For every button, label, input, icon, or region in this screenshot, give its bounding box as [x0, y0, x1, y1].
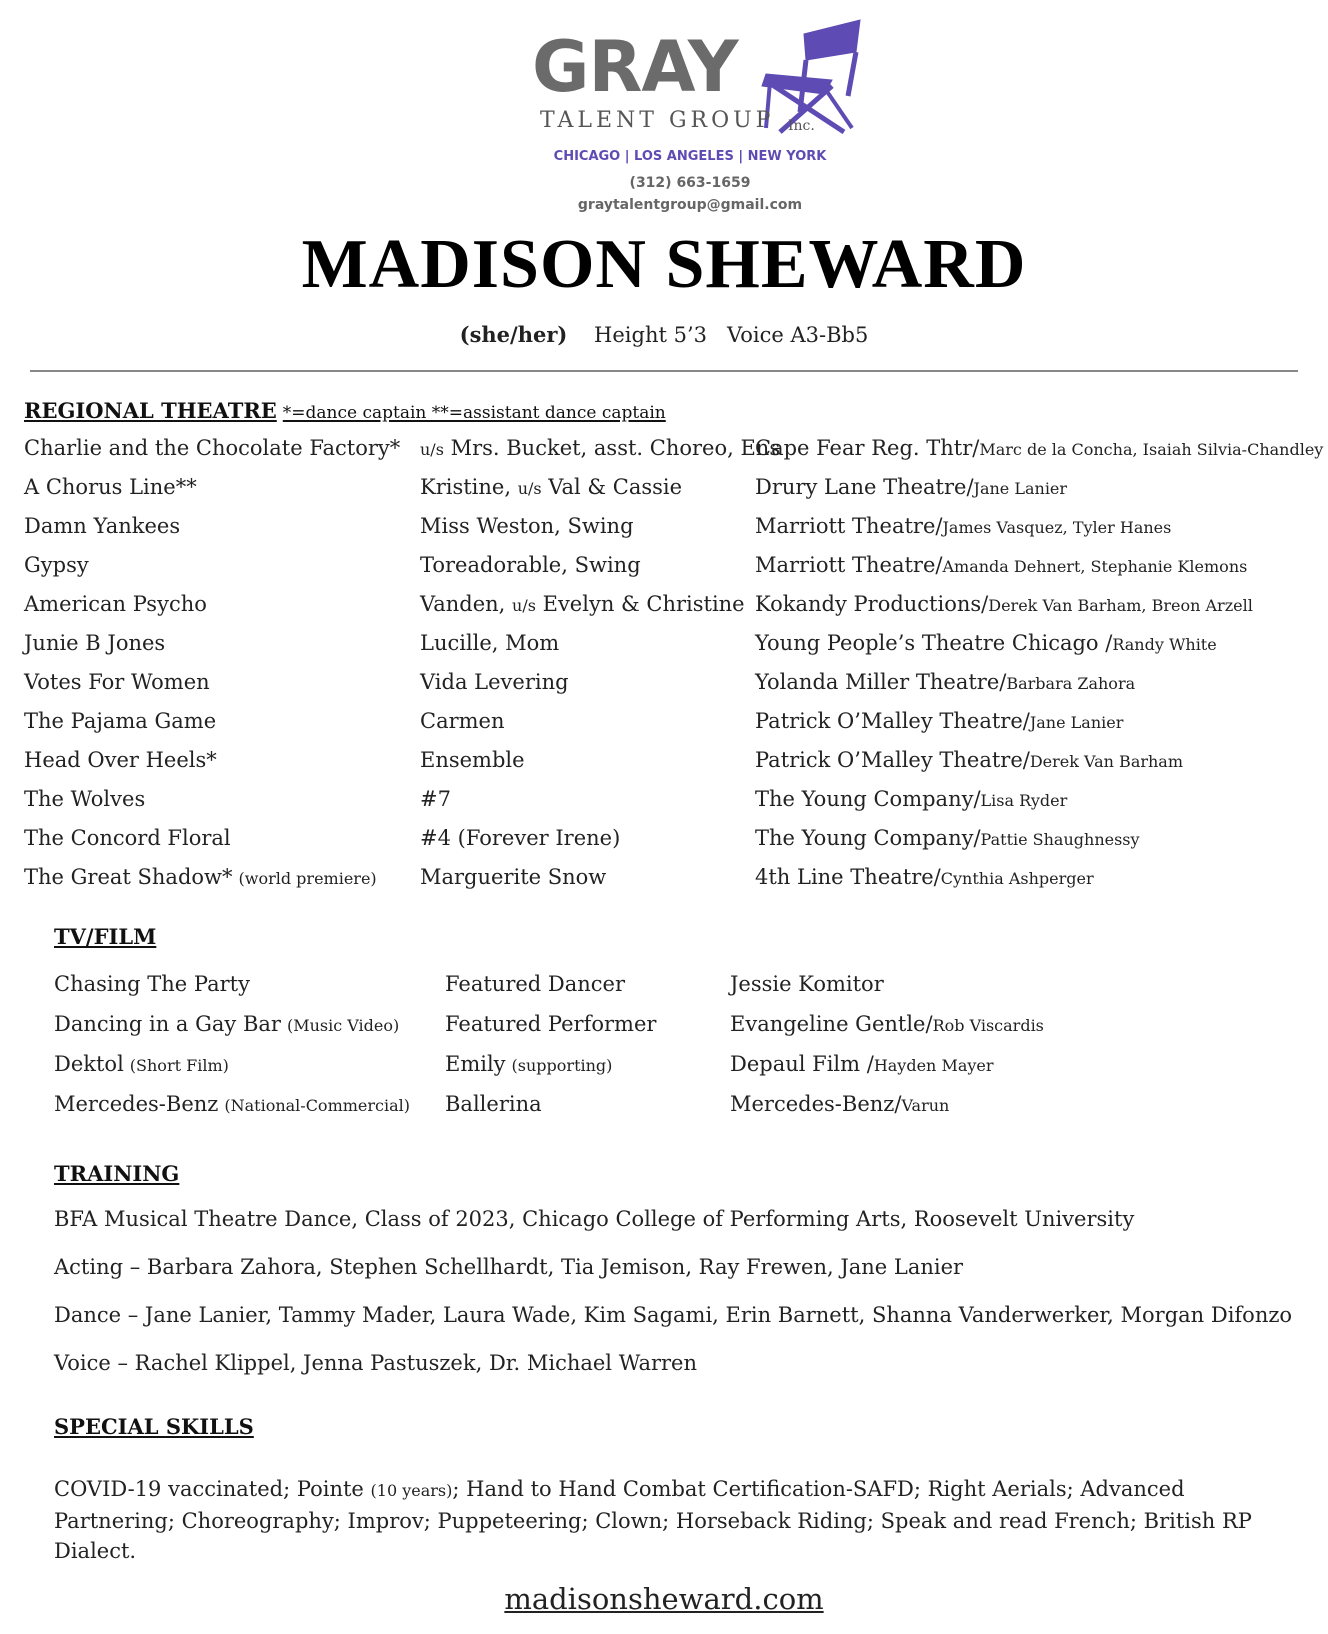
skills-pre: COVID-19 vaccinated; Pointe	[54, 1477, 371, 1501]
performer-name: MADISON SHEWARD	[301, 226, 1027, 303]
skills-note: (10 years)	[370, 1481, 453, 1500]
credit-role	[420, 748, 525, 772]
credit-show	[24, 787, 151, 811]
role-name: Toreadorable, Swing	[420, 553, 641, 577]
role-name: Miss Weston, Swing	[420, 514, 634, 538]
credit-venue	[755, 865, 1094, 889]
credit-row	[0, 787, 1328, 819]
credit-venue	[755, 592, 1253, 616]
credit-role	[420, 826, 620, 850]
credit-venue	[755, 631, 1217, 655]
credit-show	[24, 436, 406, 460]
film-role: Ballerina	[445, 1092, 542, 1116]
regional-note: *=dance captain **=assistant dance captain	[282, 403, 666, 423]
training-line: BFA Musical Theatre Dance, Class of 2023, Chicago College of Performing Arts, Roosevelt University	[54, 1207, 1135, 1231]
regional-heading-text: REGIONAL THEATRE	[24, 398, 277, 423]
credit-role	[420, 709, 505, 733]
director: Derek Van Barham, Breon Arzell	[988, 596, 1253, 615]
credit-role	[420, 592, 745, 616]
director: James Vasquez, Tyler Hanes	[942, 518, 1172, 537]
directors-chair-icon	[760, 16, 864, 134]
credit-show	[24, 748, 223, 772]
show-title: Junie B Jones	[24, 631, 166, 655]
training-line: Dance – Jane Lanier, Tammy Mader, Laura Wade, Kim Sagami, Erin Barnett, Shanna Vanderwerker, Morgan Difonzo	[54, 1303, 1293, 1327]
show-title: American Psycho	[24, 592, 207, 616]
agency-suffix: Inc.	[788, 118, 815, 134]
film-heading: TV/FILM	[54, 924, 157, 949]
show-title: Damn Yankees	[24, 514, 181, 538]
role-name: Evelyn & Christine	[535, 592, 745, 616]
film-row	[0, 1012, 1328, 1044]
credit-row	[0, 865, 1328, 897]
credit-role	[420, 436, 780, 460]
credit-show	[24, 709, 222, 733]
show-title: Charlie and the Chocolate Factory*	[24, 436, 401, 460]
credit-venue	[755, 553, 1247, 577]
credit-row	[0, 553, 1328, 585]
film-role-cell	[445, 1092, 548, 1116]
film-role-cell	[445, 972, 631, 996]
credit-venue	[755, 436, 1323, 460]
venue: 4th Line Theatre/	[755, 865, 941, 889]
venue: Yolanda Miller Theatre/	[755, 670, 1007, 694]
film-venue: Evangeline Gentle/	[730, 1012, 933, 1036]
credit-row	[0, 514, 1328, 546]
credit-venue	[755, 748, 1183, 772]
film-title: Mercedes-Benz	[54, 1092, 219, 1116]
show-title: A Chorus Line**	[24, 475, 197, 499]
height: Height 5’3	[594, 323, 707, 347]
film-title: Chasing The Party	[54, 972, 250, 996]
director: Derek Van Barham	[1029, 752, 1184, 771]
credit-row	[0, 436, 1328, 468]
agency-phone: (312) 663-1659	[629, 175, 751, 191]
credit-show	[24, 592, 213, 616]
credit-row	[0, 631, 1328, 663]
role-name: #7	[420, 787, 451, 811]
film-role-cell	[445, 1012, 662, 1036]
show-title: The Great Shadow*	[24, 865, 233, 889]
divider	[30, 370, 1298, 372]
credit-venue	[755, 709, 1123, 733]
credit-role	[420, 475, 682, 499]
role-prefix: Vanden,	[420, 592, 513, 616]
venue: Cape Fear Reg. Thtr/	[755, 436, 980, 460]
skills-post: ; Hand to Hand Combat Certification-SAFD; Right Aerials; Advanced Partnering; Choreography; Improv; Puppeteering; Clown; Horseback Riding; Speak and read French; British RP Dialect.	[54, 1477, 1252, 1563]
venue: Patrick O’Malley Theatre/	[755, 748, 1030, 772]
role-note: u/s	[517, 479, 542, 498]
agency-name-small: TALENT GROUP	[540, 108, 775, 133]
film-note: (Music Video)	[286, 1016, 400, 1035]
director: Randy White	[1112, 635, 1217, 654]
film-note: (Short Film)	[129, 1056, 229, 1075]
credit-role	[420, 865, 606, 889]
credit-venue	[755, 475, 1067, 499]
credit-role	[420, 787, 451, 811]
film-venue-cell	[730, 972, 884, 996]
credit-show	[24, 514, 186, 538]
role-note: u/s	[420, 440, 444, 459]
credit-venue	[755, 826, 1140, 850]
role-name: Ensemble	[420, 748, 525, 772]
show-title: Votes For Women	[24, 670, 210, 694]
website-link[interactable]: madisonsheward.com	[504, 1582, 824, 1616]
credit-row	[0, 475, 1328, 507]
credit-venue	[755, 787, 1067, 811]
credit-show	[24, 553, 95, 577]
show-title: The Wolves	[24, 787, 146, 811]
training-heading: TRAINING	[54, 1161, 180, 1186]
role-name: Carmen	[420, 709, 505, 733]
regional-heading	[24, 398, 666, 423]
venue: Marriott Theatre/	[755, 514, 943, 538]
film-venue: Mercedes-Benz/	[730, 1092, 902, 1116]
credit-row	[0, 670, 1328, 702]
film-title-cell	[54, 1092, 410, 1116]
film-role-note: (supporting)	[511, 1056, 613, 1075]
film-role: Emily	[445, 1052, 506, 1076]
credit-row	[0, 748, 1328, 780]
show-title: Head Over Heels*	[24, 748, 217, 772]
director: Amanda Dehnert, Stephanie Klemons	[942, 557, 1248, 576]
training-line: Voice – Rachel Klippel, Jenna Pastuszek, Dr. Michael Warren	[54, 1351, 698, 1375]
performer-info	[0, 322, 1328, 347]
venue: Marriott Theatre/	[755, 553, 943, 577]
pronouns: (she/her)	[459, 322, 568, 347]
film-director: Rob Viscardis	[932, 1016, 1044, 1035]
show-title: The Pajama Game	[24, 709, 217, 733]
credit-venue	[755, 514, 1171, 538]
film-role: Featured Performer	[445, 1012, 657, 1036]
credit-role	[420, 514, 634, 538]
voice-range: Voice A3-Bb5	[727, 323, 869, 347]
venue: The Young Company/	[755, 787, 981, 811]
credit-role	[420, 631, 559, 655]
skills-heading: SPECIAL SKILLS	[54, 1414, 254, 1439]
credit-show	[24, 475, 203, 499]
film-role: Featured Dancer	[445, 972, 626, 996]
director: Pattie Shaughnessy	[980, 830, 1140, 849]
film-title-cell	[54, 1012, 399, 1036]
director: Cynthia Ashperger	[940, 869, 1094, 888]
film-role-cell	[445, 1052, 612, 1076]
film-director: Varun	[901, 1096, 950, 1115]
role-name: Vida Levering	[420, 670, 569, 694]
film-title: Dektol	[54, 1052, 124, 1076]
credit-show	[24, 631, 171, 655]
film-title: Dancing in a Gay Bar	[54, 1012, 281, 1036]
role-name: Mrs. Bucket, asst. Choreo, Ens	[443, 436, 781, 460]
film-row	[0, 1052, 1328, 1084]
agency-email: graytalentgroup@gmail.com	[577, 197, 803, 213]
role-name: Val & Cassie	[541, 475, 683, 499]
venue: The Young Company/	[755, 826, 981, 850]
credit-venue	[755, 670, 1135, 694]
agency-cities: CHICAGO | LOS ANGELES | NEW YORK	[553, 149, 827, 164]
venue: Young People’s Theatre Chicago /	[755, 631, 1113, 655]
show-title: Gypsy	[24, 553, 89, 577]
training-line: Acting – Barbara Zahora, Stephen Schellhardt, Tia Jemison, Ray Frewen, Jane Lanier	[54, 1255, 964, 1279]
director: Jane Lanier	[973, 479, 1068, 498]
venue: Drury Lane Theatre/	[755, 475, 974, 499]
director: Barbara Zahora	[1006, 674, 1136, 693]
film-venue-cell	[730, 1052, 994, 1076]
film-venue-cell	[730, 1012, 1044, 1036]
film-venue: Jessie Komitor	[730, 972, 884, 996]
credit-row	[0, 826, 1328, 858]
credit-show	[24, 670, 216, 694]
film-title-cell	[54, 1052, 229, 1076]
venue: Kokandy Productions/	[755, 592, 989, 616]
skills-text	[54, 1474, 1294, 1566]
director: Jane Lanier	[1029, 713, 1124, 732]
show-note: (world premiere)	[238, 869, 377, 888]
film-row	[0, 1092, 1328, 1124]
role-name: #4 (Forever Irene)	[420, 826, 621, 850]
film-director: Hayden Mayer	[873, 1056, 994, 1075]
venue: Patrick O’Malley Theatre/	[755, 709, 1030, 733]
credit-row	[0, 592, 1328, 624]
show-title: The Concord Floral	[24, 826, 231, 850]
credit-show	[24, 826, 237, 850]
film-venue-cell	[730, 1092, 949, 1116]
credit-show	[24, 865, 377, 889]
film-note: (National-Commercial)	[224, 1096, 410, 1115]
role-prefix: Kristine,	[420, 475, 518, 499]
director: Marc de la Concha, Isaiah Silvia-Chandley	[979, 440, 1324, 459]
credit-role	[420, 670, 569, 694]
film-row	[0, 972, 1328, 1004]
film-venue: Depaul Film /	[730, 1052, 874, 1076]
agency-logo	[520, 10, 860, 220]
film-title-cell	[54, 972, 256, 996]
agency-name-big: GRAY	[532, 26, 738, 108]
credit-row	[0, 709, 1328, 741]
credit-role	[420, 553, 641, 577]
role-name: Lucille, Mom	[420, 631, 560, 655]
director: Lisa Ryder	[980, 791, 1068, 810]
role-note: u/s	[512, 596, 536, 615]
role-name: Marguerite Snow	[420, 865, 607, 889]
